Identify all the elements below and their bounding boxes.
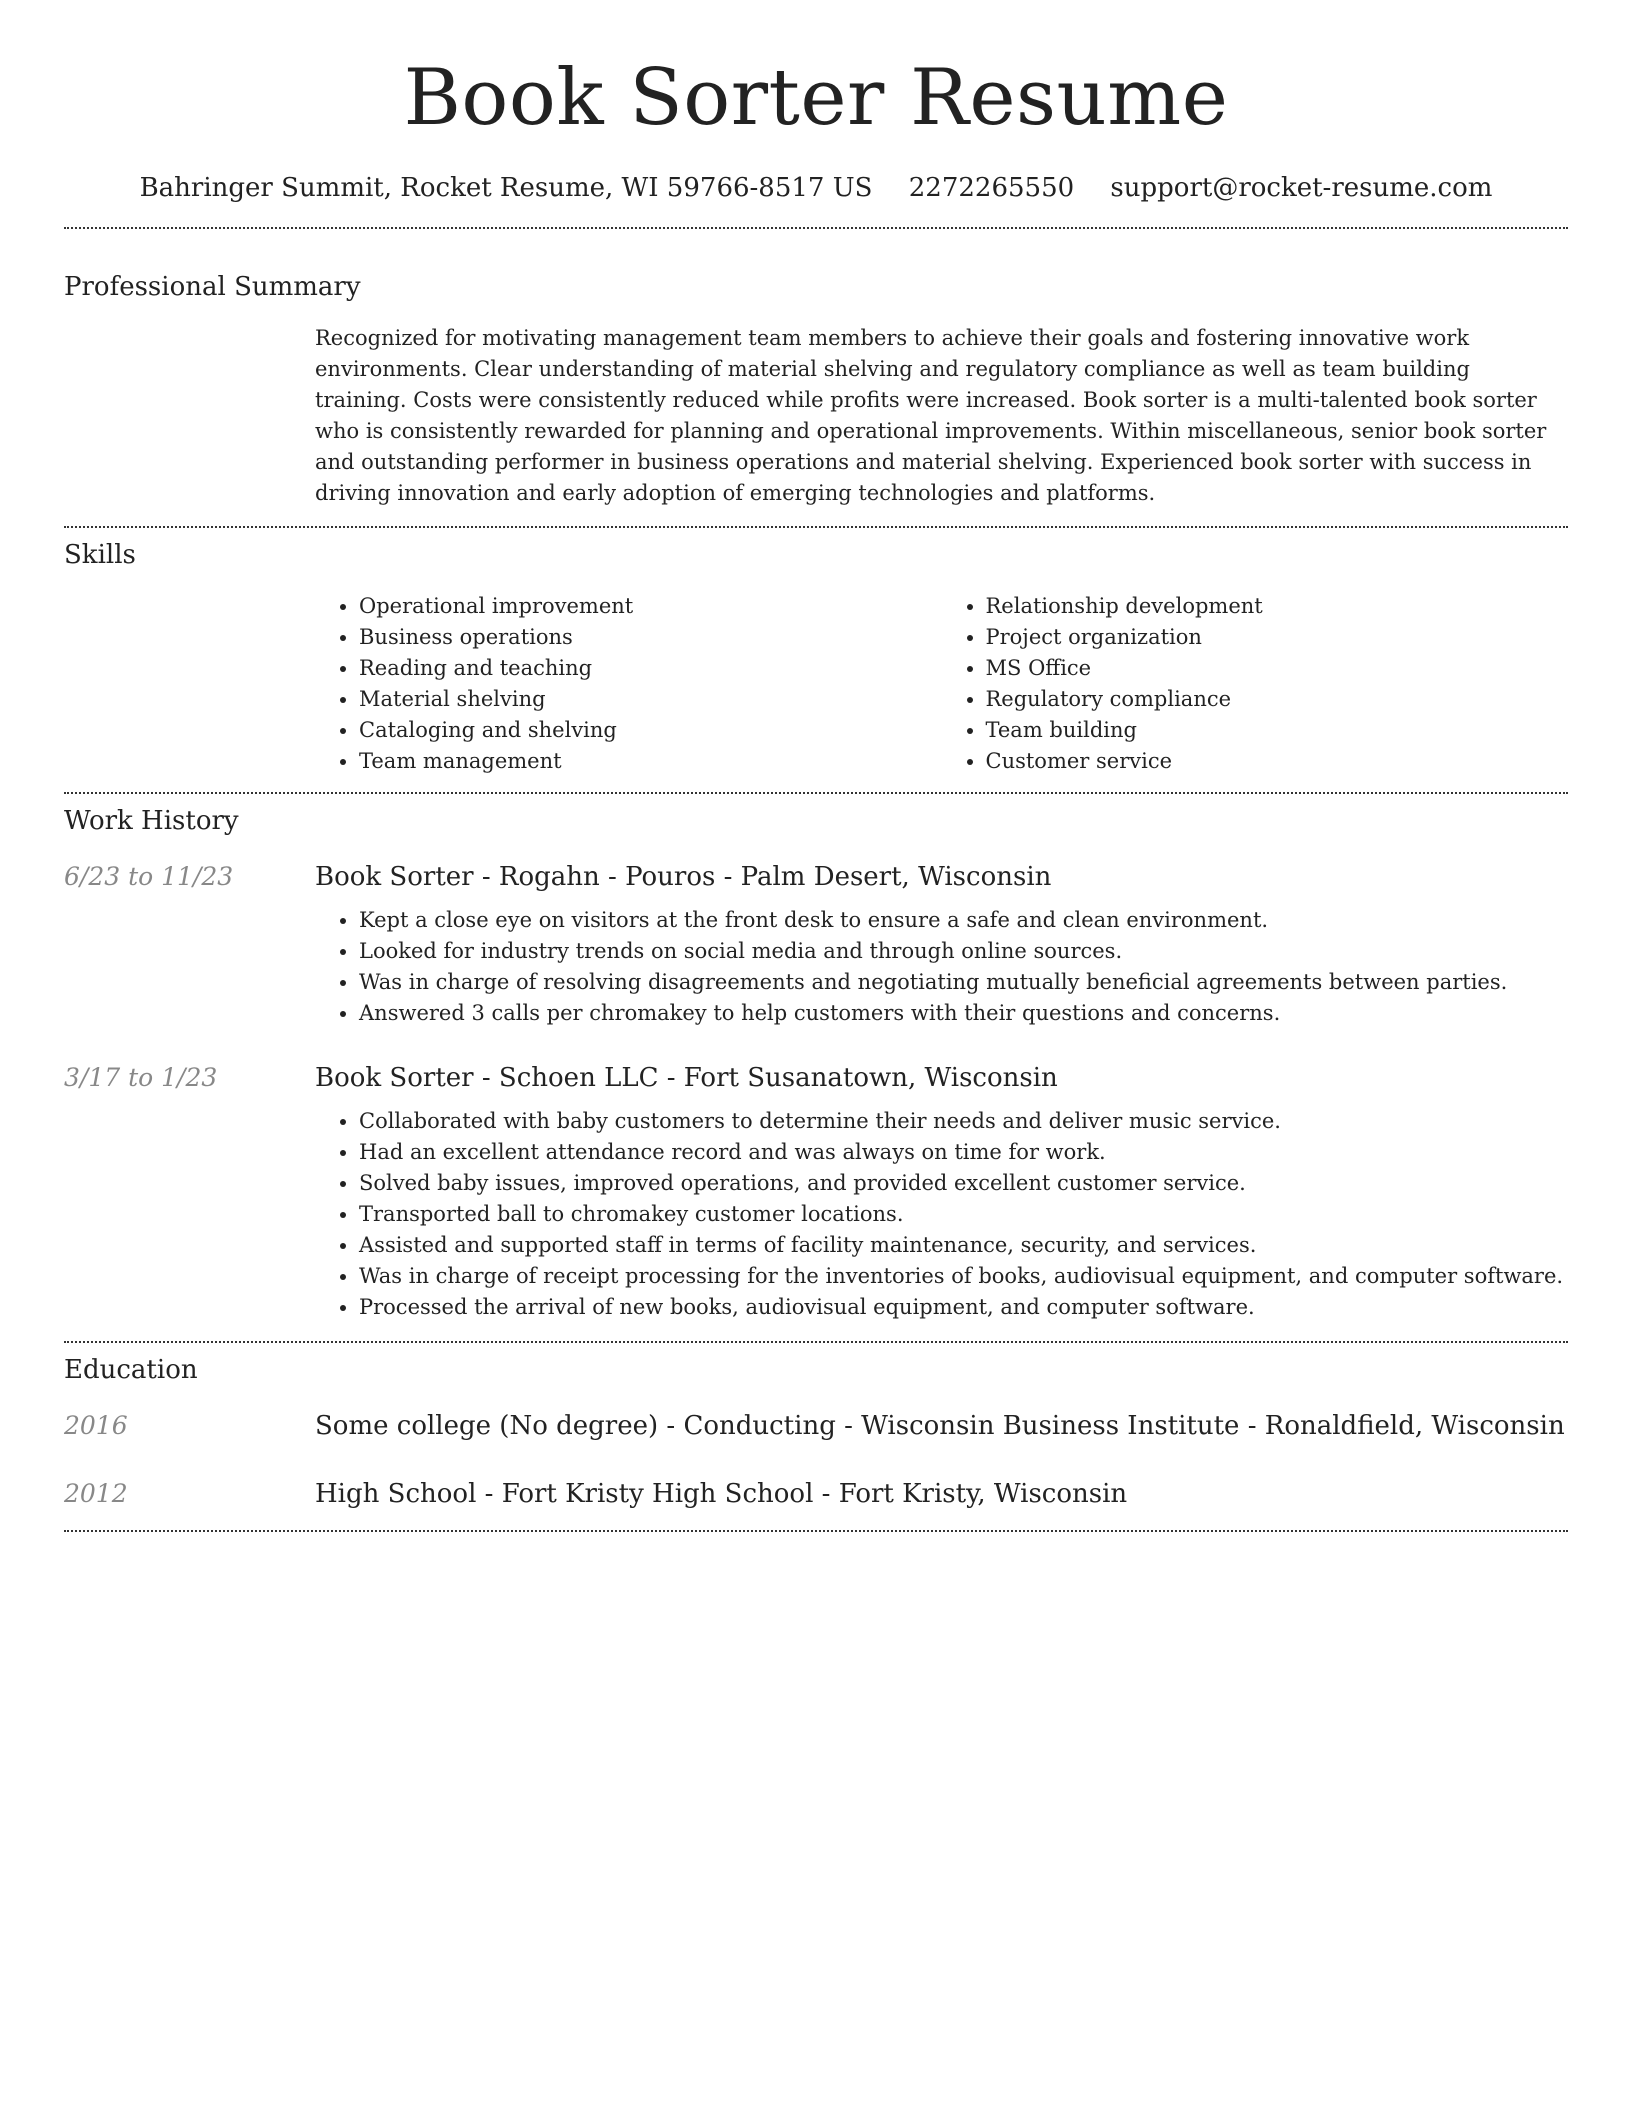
summary-text: Recognized for motivating management team members to achieve their goals and fostering innovative work environments. Clear understanding of material shelving and regulatory compliance as well as team building training. Costs were consistently reduced while profits were increased. Book sorter is a multi-talented book sorter who is consistently rewarded for planning and operational improvements. Within miscellaneous, senior book sorter and outstanding performer in business operations and material shelving. Experienced book sorter with success in driving innovation and early adoption of emerging technologies and platforms. (315, 326, 1547, 505)
job-bullet: • Assisted and supported staff in terms of facility maintenance, security, and services. (359, 1230, 1568, 1261)
job-bullet: • Had an excellent attendance record and was always on time for work. (359, 1137, 1568, 1168)
skills-section (64, 537, 1568, 777)
skill-item: • Team building (986, 715, 1569, 746)
education-entry (64, 1476, 1568, 1512)
resume-page (64, 0, 1568, 1532)
work-section (64, 803, 1568, 1323)
divider (64, 526, 1568, 528)
skills-heading: Skills (64, 540, 136, 570)
job-bullet: • Was in charge of receipt processing for the inventories of books, audiovisual equipment, and computer software. (359, 1261, 1568, 1292)
skill-item: • Project organization (986, 622, 1569, 653)
divider (64, 792, 1568, 794)
job-bullet: • Solved baby issues, improved operations, and provided excellent customer service. (359, 1168, 1568, 1199)
divider (64, 227, 1568, 229)
contact-email[interactable]: support@rocket-resume.com (1110, 173, 1493, 203)
education-entry (64, 1408, 1568, 1444)
job-bullet: • Transported ball to chromakey customer locations. (359, 1199, 1568, 1230)
divider (64, 1341, 1568, 1343)
job-bullet: • Processed the arrival of new books, audiovisual equipment, and computer software. (359, 1292, 1568, 1323)
job-title: Book Sorter - Rogahn - Pouros - Palm Desert, Wisconsin (315, 862, 1052, 892)
education-year: 2012 (64, 1479, 128, 1508)
skill-item: • Customer service (986, 746, 1569, 777)
job-bullet: • Looked for industry trends on social media and through online sources. (359, 936, 1568, 967)
job-bullet: • Was in charge of resolving disagreements and negotiating mutually beneficial agreements between parties. (359, 967, 1568, 998)
job-bullet: • Answered 3 calls per chromakey to help customers with their questions and concerns. (359, 998, 1568, 1029)
job-dates: 3/17 to 1/23 (64, 1063, 218, 1092)
resume-title: Book Sorter Resume (403, 53, 1229, 143)
skill-item: • MS Office (986, 653, 1569, 684)
job-entry (64, 1060, 1568, 1323)
skills-column-right (942, 591, 1569, 777)
job-entry (64, 859, 1568, 1029)
skill-item: • Reading and teaching (359, 653, 942, 684)
skills-list (315, 591, 1568, 777)
job-bullet: • Collaborated with baby customers to determine their needs and deliver music service. (359, 1106, 1568, 1137)
contact-phone: 2272265550 (908, 173, 1075, 203)
skill-item: • Regulatory compliance (986, 684, 1569, 715)
job-bullets (315, 1106, 1568, 1323)
skill-item: • Material shelving (359, 684, 942, 715)
work-heading: Work History (64, 806, 239, 836)
summary-section (64, 269, 1568, 509)
job-bullet: • Kept a close eye on visitors at the front desk to ensure a safe and clean environment. (359, 905, 1568, 936)
education-detail: Some college (No degree) - Conducting - Wisconsin Business Institute - Ronaldfield, Wisconsin (315, 1411, 1565, 1441)
job-dates: 6/23 to 11/23 (64, 862, 234, 891)
contact-line (64, 170, 1568, 206)
skill-item: • Operational improvement (359, 591, 942, 622)
education-heading: Education (64, 1355, 198, 1385)
skill-item: • Relationship development (986, 591, 1569, 622)
divider (64, 1530, 1568, 1532)
education-year: 2016 (64, 1411, 128, 1440)
contact-address: Bahringer Summit, Rocket Resume, WI 59766-8517 US (139, 173, 873, 203)
summary-heading: Professional Summary (64, 272, 361, 302)
education-section (64, 1352, 1568, 1512)
skill-item: • Cataloging and shelving (359, 715, 942, 746)
education-detail: High School - Fort Kristy High School - Fort Kristy, Wisconsin (315, 1479, 1128, 1509)
job-bullets (315, 905, 1568, 1029)
job-title: Book Sorter - Schoen LLC - Fort Susanatown, Wisconsin (315, 1063, 1058, 1093)
skill-item: • Team management (359, 746, 942, 777)
skill-item: • Business operations (359, 622, 942, 653)
skills-column-left (315, 591, 942, 777)
